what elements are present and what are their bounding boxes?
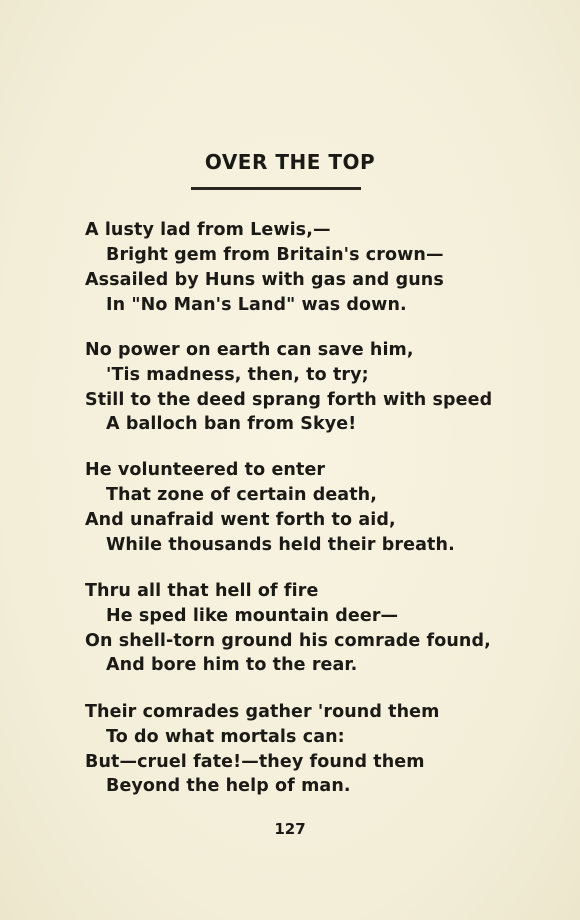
stanza-2-line-2: 'Tis madness, then, to try; bbox=[106, 365, 369, 385]
stanza-3-line-1: He volunteered to enter bbox=[85, 460, 326, 480]
stanza-1-line-4: In "No Man's Land" was down. bbox=[106, 295, 407, 315]
stanza-5-line-3: But—cruel fate!—they found them bbox=[85, 752, 425, 772]
stanza-1-line-3: Assailed by Huns with gas and guns bbox=[85, 270, 444, 290]
stanza-1-line-2: Bright gem from Britain's crown— bbox=[106, 245, 444, 265]
title-rule bbox=[191, 187, 361, 190]
stanza-5-line-1: Their comrades gather 'round them bbox=[85, 702, 440, 722]
stanza-4-line-3: On shell-torn ground his comrade found, bbox=[85, 631, 491, 651]
stanza-2-line-4: A balloch ban from Skye! bbox=[106, 414, 357, 434]
stanza-1-line-1: A lusty lad from Lewis,— bbox=[85, 220, 331, 240]
stanza-5-line-2: To do what mortals can: bbox=[106, 727, 345, 747]
stanza-4-line-4: And bore him to the rear. bbox=[106, 655, 358, 675]
page-number: 127 bbox=[274, 820, 306, 838]
stanza-3-line-2: That zone of certain death, bbox=[106, 485, 377, 505]
poem-title: OVER THE TOP bbox=[204, 150, 376, 174]
stanza-4-line-2: He sped like mountain deer— bbox=[106, 606, 399, 626]
stanza-3-line-3: And unafraid went forth to aid, bbox=[85, 510, 396, 530]
stanza-2-line-3: Still to the deed sprang forth with speed bbox=[85, 390, 493, 410]
stanza-4-line-1: Thru all that hell of fire bbox=[85, 581, 319, 601]
stanza-2-line-1: No power on earth can save him, bbox=[85, 340, 414, 360]
stanza-5-line-4: Beyond the help of man. bbox=[106, 776, 351, 796]
stanza-3-line-4: While thousands held their breath. bbox=[106, 535, 455, 555]
